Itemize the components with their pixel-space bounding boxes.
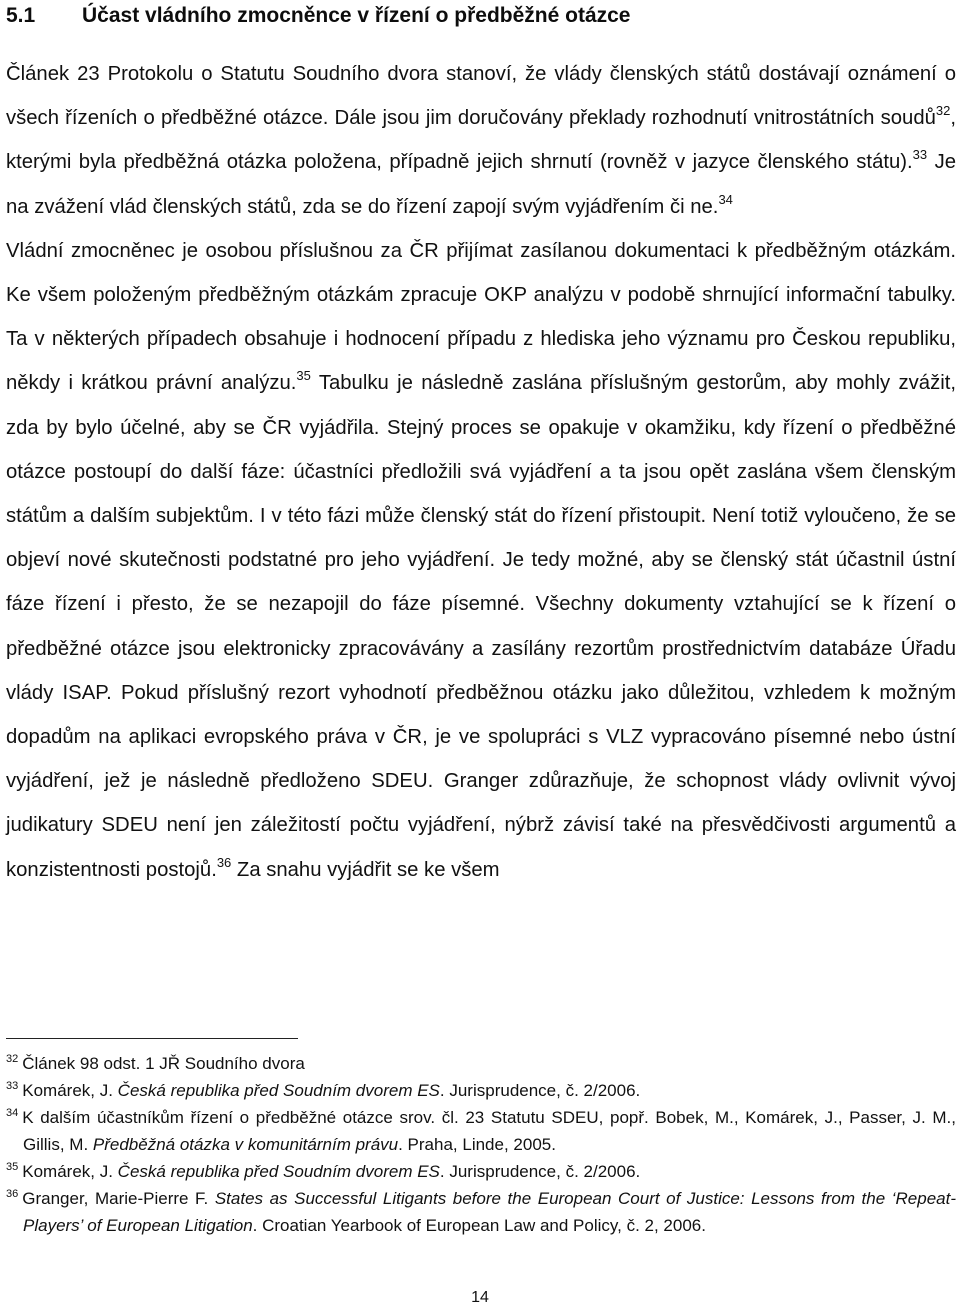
footnote-32 xyxy=(6,1050,956,1077)
footnote-35 xyxy=(6,1158,956,1185)
footnote-title: States as Successful Litigants before the European Court of Justice: Lessons from the ‘Repeat-Players’ of European Litigation xyxy=(23,1189,956,1235)
footnote-number: 32 xyxy=(6,1053,19,1065)
paragraph-2 xyxy=(6,229,956,892)
footnote-text: . Jurisprudence, č. 2/2006. xyxy=(439,1081,641,1100)
footnote-text: . Jurisprudence, č. 2/2006. xyxy=(439,1162,641,1181)
footnote-number: 34 xyxy=(6,1107,19,1119)
footnote-text: Granger, Marie-Pierre F. xyxy=(22,1189,215,1208)
paragraph-2-text-b: Tabulku je následně zaslána příslušným gestorům, aby mohly zvážit, zda by bylo účelné, aby se ČR vyjádřila. Stejný proces se opakuje v okamžiku, kdy řízení o předběžné otázce postoupí do další fáze: účastníci předložili svá vyjádření a ta jsou opět zaslána všem členským státům a dalším subjektům. I v této fázi může členský stát do řízení přistoupit. Není totiž vyloučeno, že se objeví nové skutečnosti podstatné pro jeho vyjádření. Je tedy možné, aby se členský stát účastnil ústní fáze řízení i přesto, že se nezapojil do fáze písemné. Všechny dokumenty vztahující se k řízení o předběžné otázce jsou elektronicky zpracovávány a zasílány rezortům prostřednictvím databáze Úřadu vlády ISAP. Pokud příslušný rezort vyhodnotí předběžnou otázku jako důležitou, vzhledem k možným dopadům na aplikaci evropského práva v ČR, je ve spolupráci s VLZ vypracováno písemné nebo ústní vyjádření, jež je následně předloženo SDEU. Granger zdůrazňuje, že schopnost vlády ovlivnit vývoj judikatury SDEU není jen záležitostí počtu vyjádření, nýbrž závisí také na přesvědčivosti argumentů a konzistentnosti postojů. xyxy=(6,372,956,881)
paragraph-2-text-a: Vládní zmocněnec je osobou příslušnou za ČR přijímat zasílanou dokumentaci k předběžným otázkám. Ke všem položeným předběžným otázkám zpracuje OKP analýzu v podobě shrnující informační tabulky. Ta v některých případech obsahuje i hodnocení případu z hlediska jeho významu pro Českou republiku, někdy i krátkou právní analýzu. xyxy=(6,239,956,395)
section-title: Účast vládního zmocněnce v řízení o předběžné otázce xyxy=(82,4,631,27)
page-number: 14 xyxy=(471,1289,489,1306)
footnote-text: K dalším účastníkům řízení o předběžné otázce srov. čl. 23 Statutu SDEU, popř. Bobek, M., Komárek, J., Passer, J. M., Gillis, M. xyxy=(22,1108,956,1154)
footnote-33 xyxy=(6,1077,956,1104)
footnote-text: Komárek, J. xyxy=(22,1081,118,1100)
footnote-separator xyxy=(6,1038,298,1039)
footnote-ref-32: 32 xyxy=(935,103,951,119)
footnote-title: Předběžná otázka v komunitárním právu xyxy=(92,1135,399,1154)
footnote-text: Komárek, J. xyxy=(22,1162,118,1181)
footnote-number: 33 xyxy=(6,1080,19,1092)
footnote-ref-35: 35 xyxy=(296,368,311,384)
footnote-title: Česká republika před Soudním dvorem ES xyxy=(117,1081,440,1100)
paragraph-1-text-b: , kterými byla předběžná otázka položena, případně jejich shrnutí (rovněž v jazyce členského státu). xyxy=(6,107,956,174)
paragraph-2-text-c: Za snahu vyjádřit se ke všem xyxy=(231,858,500,881)
paragraph-1 xyxy=(6,52,956,229)
footnote-number: 35 xyxy=(6,1161,19,1173)
footnote-36 xyxy=(6,1185,956,1239)
footnote-34 xyxy=(6,1104,956,1158)
footnote-ref-34: 34 xyxy=(718,191,733,207)
footnote-text: Článek 98 odst. 1 JŘ Soudního dvora xyxy=(22,1054,305,1073)
paragraph-1-text-a: Článek 23 Protokolu o Statutu Soudního dvora stanoví, že vlády členských států dostávají oznámení o všech řízeních o předběžné otázce. Dále jsou jim doručovány překlady rozhodnutí vnitrostátních soudů xyxy=(6,63,956,130)
footnotes xyxy=(6,1050,956,1239)
footnote-number: 36 xyxy=(6,1188,19,1200)
section-number: 5.1 xyxy=(6,4,36,27)
body-text xyxy=(6,52,956,892)
footnote-title: Česká republika před Soudním dvorem ES xyxy=(117,1162,440,1181)
footnote-ref-33: 33 xyxy=(912,147,928,163)
footnote-text: . Praha, Linde, 2005. xyxy=(398,1135,556,1154)
footnote-text: . Croatian Yearbook of European Law and Policy, č. 2, 2006. xyxy=(252,1216,706,1235)
paragraph-1-text-c: Je na zvážení vlád členských států, zda se do řízení zapojí svým vyjádřením či ne. xyxy=(6,151,956,218)
footnote-ref-36: 36 xyxy=(216,854,232,870)
section-heading xyxy=(6,2,630,30)
